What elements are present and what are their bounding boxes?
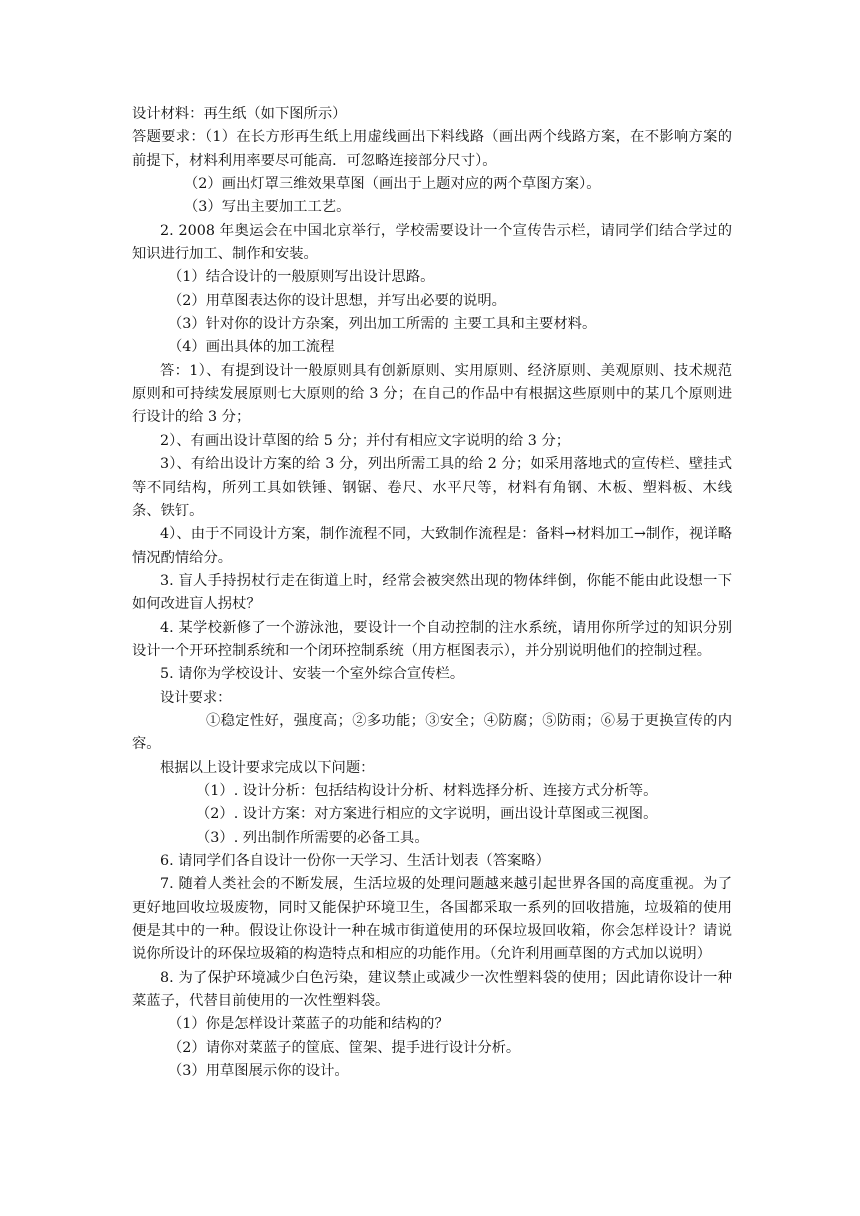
question-2-item-3: （3）针对你的设计方杂案，列出加工所需的 主要工具和主要材料。 bbox=[168, 316, 597, 333]
question-8-item-2: （2）请你对菜蓝子的筐底、筐架、提手进行设计分析。 bbox=[168, 1039, 521, 1056]
question-2-item-2: （2）用草图表达你的设计思想，并写出必要的说明。 bbox=[168, 292, 506, 309]
question-5: 5. 请你为学校设计、安装一个室外综合宣传栏。 bbox=[160, 666, 465, 683]
answer-requirements-3: （3）写出主要加工工艺。 bbox=[184, 199, 351, 216]
answer-3: 3）、有给出设计方案的给 3 分，列出所需工具的给 2 分；如采用落地式的宣传栏、壁挂式等不同结构，所列工具如铁锤、钢锯、卷尺、水平尺等，材料有角钢、木板、塑料板、木线条、铁钉。 bbox=[132, 456, 732, 519]
complete-questions-label: 根据以上设计要求完成以下问题： bbox=[160, 759, 375, 776]
question-5-item-3: （3）. 列出制作所需要的必备工具。 bbox=[196, 829, 429, 846]
document-body bbox=[132, 103, 732, 1083]
design-material-line: 设计材料：再生纸（如下图所示） bbox=[132, 106, 347, 122]
design-requirements-label: 设计要求： bbox=[160, 689, 232, 706]
question-5-item-1: （1）. 设计分析：包括结构设计分析、材料选择分析、连接方式分析等。 bbox=[196, 782, 658, 799]
question-4: 4. 某学校新修了一个游泳池，要设计一个自动控制的注水系统，请用你所学过的知识分别设计一个开环控制系统和一个闭环控制系统（用方框图表示），并分别说明他们的控制过程。 bbox=[132, 619, 732, 659]
question-7: 7. 随着人类社会的不断发展，生活垃圾的处理问题越来越引起世界各国的高度重视。为了更好地回收垃圾废物，同时又能保护环境卫生，各国都采取一系列的回收措施，垃圾箱的使用便是其中的一种。假设让你设计一种在城市街道使用的环保垃圾回收箱，你会怎样设计？请说说你所设计的环保垃圾箱的构造特点和相应的功能作用。（允许利用画草图的方式加以说明） bbox=[132, 876, 732, 963]
design-requirements-list: ①稳定性好，强度高；②多功能；③安全；④防腐；⑤防雨；⑥易于更换宣传的内容。 bbox=[132, 712, 732, 753]
answer-2: 2）、有画出设计草图的给 5 分；并付有相应文字说明的给 3 分； bbox=[160, 432, 571, 449]
answer-requirements-2: （2）画出灯罩三维效果草图（画出于上题对应的两个草图方案）。 bbox=[184, 176, 601, 193]
question-8-item-1: （1）你是怎样设计菜蓝子的功能和结构的？ bbox=[168, 1016, 449, 1033]
question-2-item-4: （4）画出具体的加工流程 bbox=[168, 339, 335, 356]
question-6: 6. 请同学们各自设计一份你一天学习、生活计划表（答案略） bbox=[160, 853, 550, 869]
question-2: 2. 2008 年奥运会在中国北京举行，学校需要设计一个宣传告示栏，请同学们结合学过的知识进行加工、制作和安装。 bbox=[132, 222, 732, 263]
question-8-item-3: （3）用草图展示你的设计。 bbox=[168, 1063, 349, 1080]
question-3: 3. 盲人手持拐杖行走在街道上时，经常会被突然出现的物体绊倒，你能不能由此设想一下如何改进盲人拐杖？ bbox=[132, 572, 732, 613]
question-8: 8. 为了保护环境减少白色污染，建议禁止或减少一次性塑料袋的使用；因此请你设计一种菜蓝子，代替目前使用的一次性塑料袋。 bbox=[132, 969, 732, 1010]
question-2-item-1: （1）结合设计的一般原则写出设计思路。 bbox=[168, 269, 435, 286]
answer-requirements-1: 答题要求：（1）在长方形再生纸上用虚线画出下料线路（画出两个线路方案，在不影响方案的前提下，材料利用率要尽可能高．可忽略连接部分尺寸）。 bbox=[132, 129, 732, 169]
answer-4: 4）、由于不同设计方案，制作流程不同，大致制作流程是：备料→材料加工→制作，视详略情况酌情给分。 bbox=[132, 526, 732, 566]
question-5-item-2: （2）. 设计方案：对方案进行相应的文字说明，画出设计草图或三视图。 bbox=[196, 806, 658, 823]
answer-1: 答：1）、有提到设计一般原则具有创新原则、实用原则、经济原则、美观原则、技术规范原则和可持续发展原则七大原则的给 3 分；在自己的作品中有根据这些原则中的某几个原则进行设计的给 3 分； bbox=[132, 362, 732, 426]
